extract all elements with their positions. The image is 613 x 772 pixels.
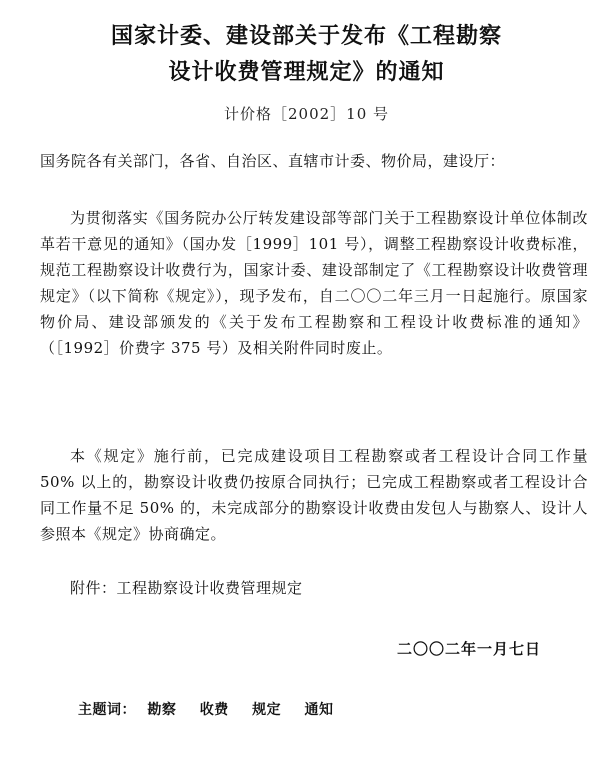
keyword-item: 收费: [199, 702, 229, 718]
document-title-line-2: 设计收费管理规定》的通知: [168, 60, 445, 85]
body-paragraph-1: 为贯彻落实《国务院办公厅转发建设部等部门关于工程勘察设计单位体制改革若干意见的通知》（国办发［1999］101 号），调整工程勘察设计收费标准，规范工程勘察设计收费行为，国家计委、建设部制定了《工程勘察设计收费管理规定》（以下简称《规定》），现予发布，自二〇〇二年三月一日起施行。原国家物价局、建设部颁发的《关于发布工程勘察和工程设计收费标准的通知》（［1992］价费字 375 号）及相关附件同时废止。: [40, 209, 588, 357]
issue-date: 二〇〇二年一月七日: [396, 640, 541, 658]
body-paragraph-2: 本《规定》施行前，已完成建设项目工程勘察或者工程设计合同工作量 50% 以上的，勘察设计收费仍按原合同执行；已完成工程勘察或者工程设计合同工作量不足 50% 的，未完成部分的勘察设计收费由发包人与勘察人、设计人参照本《规定》协商确定。: [40, 447, 588, 543]
keywords-label: 主题词：: [78, 702, 136, 718]
document-title-line-1: 国家计委、建设部关于发布《工程勘察: [110, 24, 502, 49]
keyword-item: 通知: [304, 702, 334, 718]
document-number: 计价格［2002］10 号: [223, 105, 390, 123]
keywords-line: [78, 699, 352, 721]
attachment-line: 附件：工程勘察设计收费管理规定: [70, 579, 303, 597]
keyword-item: 规定: [252, 702, 282, 718]
addressee: 国务院各有关部门，各省、自治区、直辖市计委、物价局，建设厅：: [40, 152, 506, 170]
keyword-item: 勘察: [147, 702, 177, 718]
